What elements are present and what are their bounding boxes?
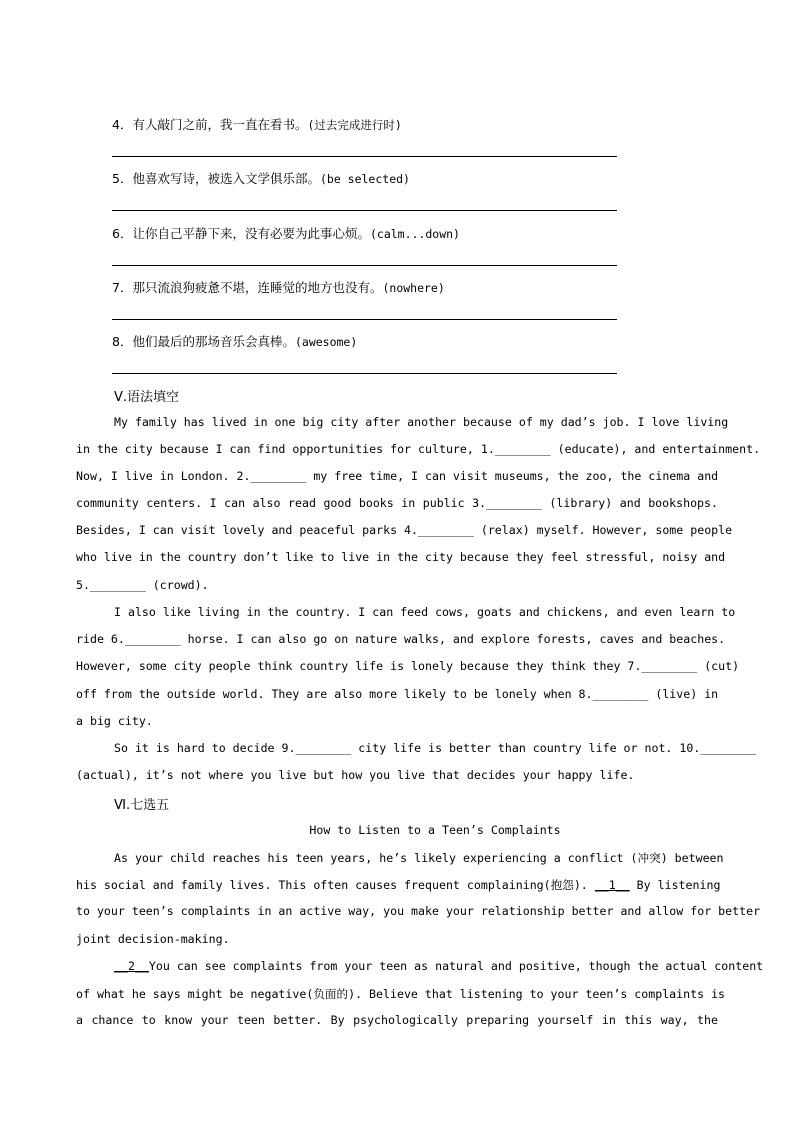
item-hint: (be selected) [319, 172, 410, 186]
item-text: 8．他们最后的那场音乐会真棒。 [112, 334, 295, 349]
grammar-line: a big city. [76, 714, 153, 728]
answer-line-7[interactable] [112, 319, 617, 320]
grammar-line: community centers. I can also read good books in public 3.________ (library) and bookshops. [76, 496, 718, 510]
grammar-line: Besides, I can visit lovely and peaceful parks 4.________ (relax) myself. However, some people [76, 523, 733, 537]
reading-line: to your teen’s complaints in an active way, you make your relationship better and allow for better [76, 904, 761, 918]
answer-line-8[interactable] [112, 373, 617, 374]
grammar-line: (actual), it’s not where you live but how you live that decides your happy life. [76, 768, 635, 782]
grammar-line: 5.________ (crowd). [76, 578, 209, 592]
item-text: 7．那只流浪狗疲惫不堪，连睡觉的地方也没有。 [112, 280, 383, 295]
grammar-line: However, some city people think country life is lonely because they think they 7.________ (cut) [76, 659, 740, 673]
item-text: 6．让你自己平静下来，没有必要为此事心烦。 [112, 226, 370, 241]
reading-line [76, 877, 721, 893]
translation-item-6 [112, 224, 460, 242]
grammar-line: off from the outside world. They are also more likely to be lonely when 8.________ (live) in [76, 687, 719, 701]
grammar-line: I also like living in the country. I can feed cows, goats and chickens, and even learn to [114, 605, 736, 619]
reading-line: of what he says might be negative(负面的). Believe that listening to your teen’s complaints is [76, 987, 726, 1001]
blank-1[interactable]: __1__ [594, 878, 630, 892]
translation-item-5 [112, 169, 410, 187]
item-hint: (calm...down) [369, 227, 460, 241]
blank-2[interactable]: __2__ [114, 959, 149, 973]
translation-item-4 [112, 115, 402, 133]
grammar-line: who live in the country don’t like to live in the city because they feel stressful, noisy and [76, 550, 726, 564]
reading-line: joint decision-making. [76, 932, 230, 946]
grammar-line: Now, I live in London. 2.________ my free time, I can visit museums, the zoo, the cinema and [76, 469, 719, 483]
item-hint: (过去完成进行时) [307, 118, 402, 132]
grammar-line: in the city because I can find opportunities for culture, 1.________ (educate), and entertainment. [76, 442, 761, 456]
translation-item-8 [112, 332, 357, 350]
reading-line [114, 959, 764, 973]
grammar-line: So it is hard to decide 9.________ city life is better than country life or not. 10.________ [114, 741, 757, 755]
answer-line-5[interactable] [112, 210, 617, 211]
item-text: 4．有人敲门之前，我一直在看书。 [112, 117, 308, 132]
grammar-line: ride 6.________ horse. I can also go on nature walks, and explore forests, caves and beaches. [76, 632, 726, 646]
passage-title: How to Listen to a Teen’s Complaints [309, 823, 561, 837]
item-text: 5．他喜欢写诗，被选入文学俱乐部。 [112, 171, 320, 186]
translation-item-7 [112, 278, 445, 296]
reading-line: As your child reaches his teen years, he’s likely experiencing a conflict (冲突) between [114, 851, 724, 865]
reading-line-text: his social and family lives. This often causes frequent complaining(抱怨). [76, 878, 595, 892]
grammar-line: My family has lived in one big city after another because of my dad’s job. I love living [114, 415, 729, 429]
section-heading-grammar: Ⅴ.语法填空 [114, 390, 180, 405]
item-hint: (awesome) [294, 335, 358, 349]
answer-line-4[interactable] [112, 156, 617, 157]
section-heading-reading: Ⅵ.七选五 [114, 798, 170, 813]
item-hint: (nowhere) [382, 281, 445, 295]
answer-line-6[interactable] [112, 265, 617, 266]
reading-line-text: By listening [629, 878, 721, 892]
reading-line-text: You can see complaints from your teen as natural and positive, though the actual content [148, 959, 764, 973]
reading-line: a chance to know your teen better. By psychologically preparing yourself in this way, the [76, 1013, 718, 1027]
